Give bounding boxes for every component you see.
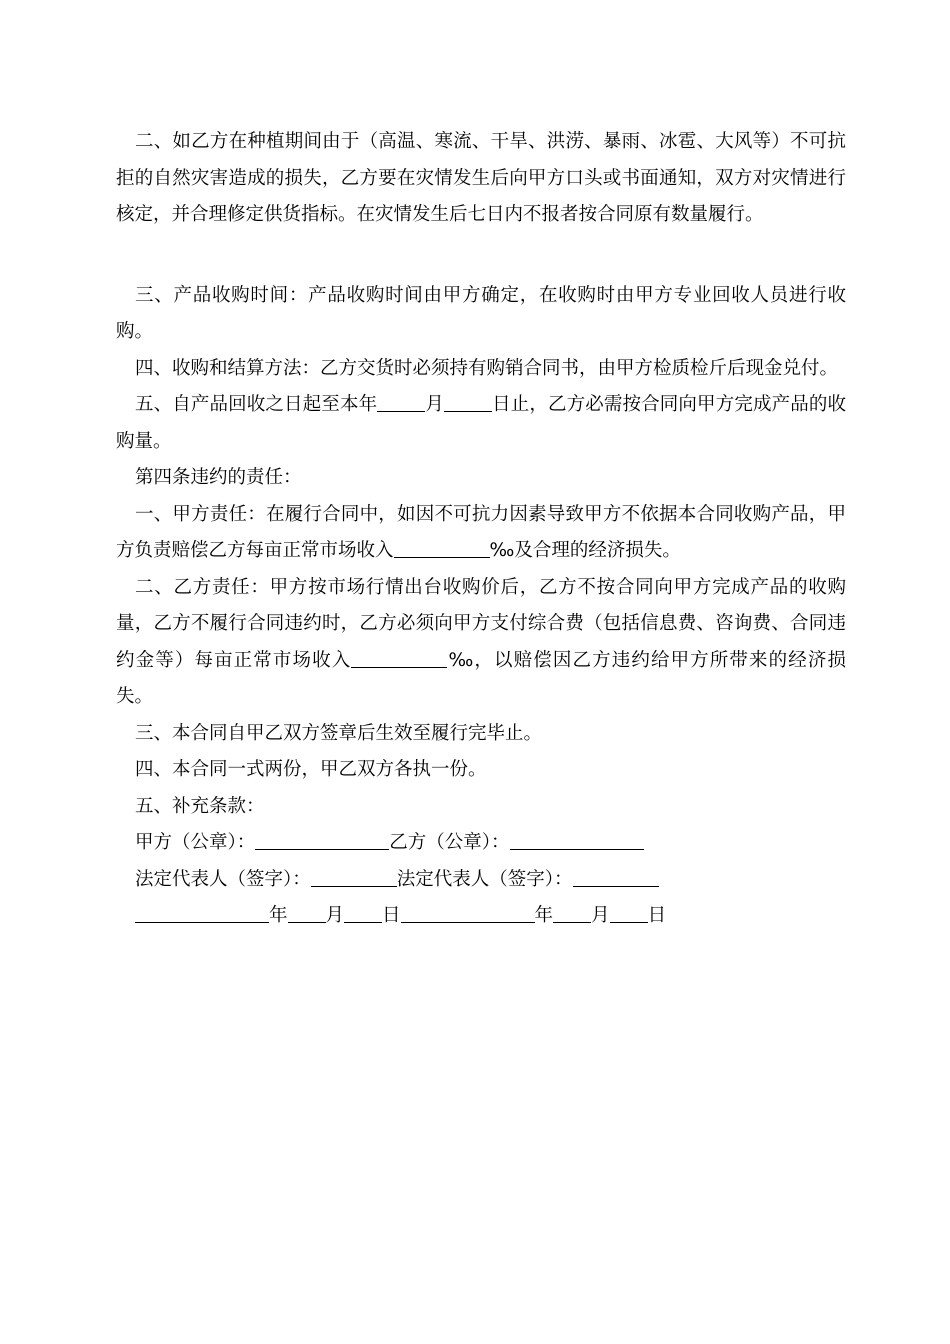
clause-purchase-period-text-c: 日止，乙方必需按合同向甲方完成产品的收购量。	[116, 394, 846, 452]
clause-party-a-liability-text-a: 一、甲方责任：在履行合同中，如因不可抗力因素导致甲方不依据本合同收购产品，甲方负责赔偿乙方每亩正常市场收入	[116, 503, 846, 561]
clause-purchase-period-text-a: 五、自产品回收之日起至本年	[135, 394, 378, 415]
clause-settlement-method: 四、收购和结算方法：乙方交货时必须持有购销合同书，由甲方检质检斤后现金兑付。	[135, 357, 839, 379]
clause-force-majeure: 二、如乙方在种植期间由于（高温、寒流、干旱、洪涝、暴雨、冰雹、大风等）不可抗拒的自然灾害造成的损失，乙方要在灾情发生后向甲方口头或书面通知，双方对灾情进行核定，并合理修定供货指标。在灾情发生后七日内不报者按合同原有数量履行。	[116, 131, 846, 225]
year-label-b: 年	[534, 905, 554, 926]
party-b-year-blank[interactable]	[401, 900, 535, 923]
party-b-month-blank[interactable]	[553, 900, 591, 923]
clause-party-b-liability-text-a: 二、乙方责任：甲方按市场行情出台收购价后，乙方不按合同向甲方完成产品的收购量，乙方不履行合同违约时，乙方必须向甲方支付综合费（包括信息费、咨询费、合同违约金等）每亩正常市场收入	[116, 576, 846, 671]
party-a-year-blank[interactable]	[135, 900, 269, 923]
day-label-b: 日	[647, 905, 667, 926]
clause-copies: 四、本合同一式两份，甲乙双方各执一份。	[135, 759, 487, 780]
year-label-a: 年	[269, 905, 288, 926]
clause-effective: 三、本合同自甲乙双方签章后生效至履行完毕止。	[135, 722, 543, 744]
seal-line	[116, 825, 846, 862]
party-b-compensation-blank[interactable]	[351, 645, 447, 668]
representative-line	[116, 862, 846, 899]
clause-party-b-liability-text-b: ‰，以赔偿因乙方违约给甲方所带来的经济损失。	[116, 649, 846, 707]
party-a-day-blank[interactable]	[344, 900, 382, 923]
month-label-b: 月	[591, 905, 610, 926]
month-label-a: 月	[325, 905, 345, 926]
party-a-rep-blank[interactable]	[311, 864, 397, 887]
party-b-seal-blank[interactable]	[510, 827, 644, 850]
clause-supplementary: 五、补充条款：	[135, 795, 265, 817]
clause-party-a-liability-text-b: ‰及合理的经济损失。	[489, 540, 681, 561]
clause-purchase-period	[116, 387, 846, 460]
party-a-seal-label: 甲方（公章）：	[135, 832, 256, 853]
month-blank[interactable]	[377, 389, 425, 412]
party-b-seal-label: 乙方（公章）：	[389, 832, 510, 853]
party-a-seal-blank[interactable]	[255, 827, 389, 850]
party-b-rep-label: 法定代表人（签字）：	[396, 868, 573, 890]
party-b-rep-blank[interactable]	[573, 864, 659, 887]
clause-purchase-time: 三、产品收购时间：产品收购时间由甲方确定，在收购时由甲方专业回收人员进行收购。	[116, 284, 846, 342]
contract-page	[116, 124, 846, 935]
party-b-day-blank[interactable]	[610, 900, 648, 923]
party-a-rep-label: 法定代表人（签字）：	[135, 868, 311, 890]
clause-party-b-liability	[116, 570, 846, 716]
clause-purchase-period-text-b: 月	[425, 394, 444, 415]
day-blank[interactable]	[444, 389, 492, 412]
section-heading-liability: 第四条违约的责任：	[135, 467, 302, 488]
clause-party-a-liability	[116, 497, 846, 570]
date-line	[116, 898, 846, 935]
party-a-compensation-blank[interactable]	[394, 535, 490, 558]
party-a-month-blank[interactable]	[288, 900, 326, 923]
day-label-a: 日	[382, 905, 401, 926]
paragraph-gap	[116, 234, 846, 278]
